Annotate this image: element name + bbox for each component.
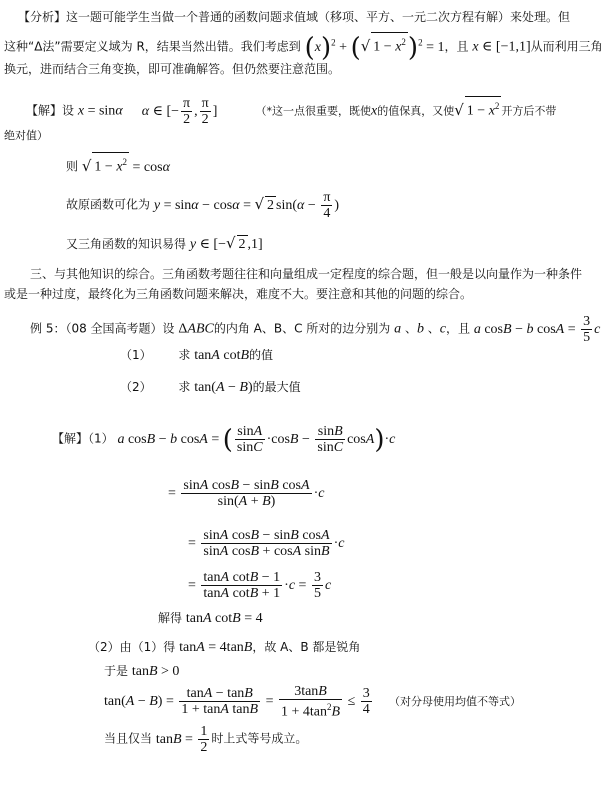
- solution1-line-2: 绝对值）: [4, 129, 48, 142]
- solution2-step1: 【解】（1） a cosB − b cosA = ( $\frac{\sin A}{\sin C}$ ·cosB − $\frac{\sin B}{\sin C}$ cosA)·c: [52, 424, 396, 455]
- solution1-orig: 故原函数可化为 y = sinα − cosα = √ 2 sin(α − $\frac{\pi}{4}$ ): [66, 190, 340, 221]
- analysis-line-1: 【分析】这一题可能学生当做一个普通的函数问题求值域（移项、平方、一元二次方程有解）来处理。但: [18, 10, 571, 24]
- solution1-range: 又三角函数的知识易得 y ∈ [−√ 2 ,1]: [66, 234, 263, 252]
- solution2-inequality: tan(A − B) = $\frac{\tan A - \tan B}{\text{1 + tanA tanB}}$ = $\frac{3\tan B}{1 + 4\tan^2B}$ ≤ $\frac{3}{4}$ （对分母使用均值不等式）: [104, 684, 522, 720]
- solution2-part2: （2）由（1）得 tanA = 4tanB，故 A、B 都是锐角: [88, 640, 361, 655]
- example5-line: 例 5：（08 全国高考题）设 ΔABC的内角 A、B、C 所对的边分别为 a 、b 、c，且 a cosB − b cosA = $\frac{3}{5}$ c: [30, 314, 601, 345]
- solution2-step2: = $\frac{\text{sinA cosB − sinB cosA}}{\sin(A + B)}$ ·c: [168, 478, 325, 509]
- solution2-step3: = $\frac{\text{sinA cosB − sinB cosA}}{\text{sinA cosB + cosA sinB}}$ ·c: [188, 528, 345, 559]
- example5-q2: （2） 求 tan(A − B)的最大值: [120, 380, 301, 395]
- analysis-line-3: 换元，进而结合三角变换，即可准确解答。但仍然要注意范围。: [4, 62, 341, 76]
- solution2-step4: = $\frac{\text{tanA cotB − 1}}{\text{tanA cotB + 1}}$ ·c = $\frac{3}{5}$ c: [188, 570, 332, 601]
- section3-line-2: 或是一种过度，最终化为三角函数问题来解决，难度不大。要注意和其他的问题的综合。: [4, 287, 473, 301]
- solution2-solved: 解得 tanA cotB = 4: [158, 611, 263, 626]
- analysis-tag: 【分析】: [18, 10, 67, 24]
- section3-line-1: 三、与其他知识的综合。三角函数考题往往和向量组成一定程度的综合题，但一般是以向量作为一种条件: [30, 267, 583, 281]
- solution2-hence: 于是 tanB > 0: [104, 664, 180, 679]
- formula-identity: $(x)^2$ + (√ $1 - x^2)^2 = 1$: [304, 32, 445, 63]
- solution1-line-1: 【解】设 x = sinα α ∈ [− $\frac{\pi}{2}$ , $\frac{\pi}{2}$ ] （*这一点很重要，既使x的值保真，又使√ $1 - x^2$ 开方后不带: [26, 96, 557, 127]
- analysis-line-2: 这种“Δ法”需要定义域为 R，结果当然出错。我们考虑到 $(x)^2$ + (√ $1 - x^2)^2 = 1$，且 x ∈ [−1,1]从而利用三角: [4, 32, 603, 63]
- solution2-equality: 当且仅当 tanB = $\frac{1}{2}$ 时上式等号成立。: [104, 724, 308, 755]
- example5-q1: （1） 求 tanA cotB的值: [120, 348, 274, 363]
- solution1-then: 则 √ $1 - x^2 = \cos\alpha$: [66, 152, 170, 177]
